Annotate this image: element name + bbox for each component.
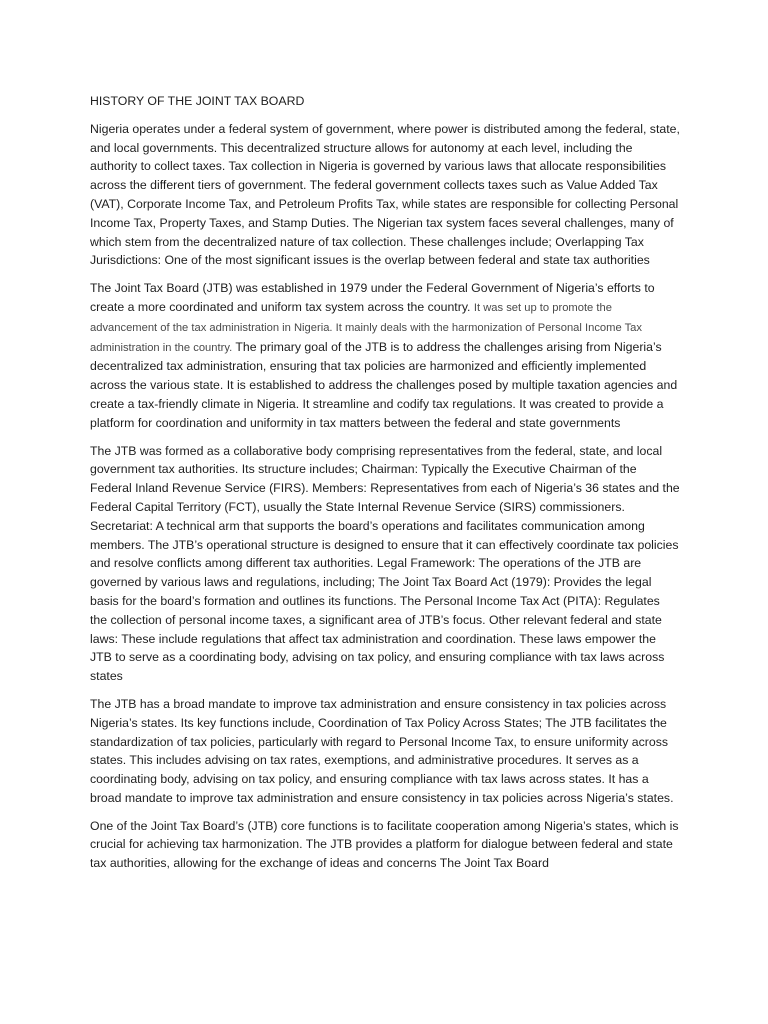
paragraph-federal-system: Nigeria operates under a federal system of government, where power is distributed among the federal, state, and local governments. This decentralized structure allows for autonomy at each level, including the authority to collect taxes. Tax collection in Nigeria is governed by various laws that allocate responsibilities across the different tiers of government. The federal government collects taxes such as Value Added Tax (VAT), Corporate Income Tax, and Petroleum Profits Tax, while states are responsible for collecting Personal Income Tax, Property Taxes, and Stamp Duties. The Nigerian tax system faces several challenges, many of which stem from the decentralized nature of tax collection. These challenges include; Overlapping Tax Jurisdictions: One of the most significant issues is the overlap between federal and state tax authorities (90, 121, 680, 268)
paragraph-jtb-establishment (90, 279, 680, 432)
document-title: HISTORY OF THE JOINT TAX BOARD (90, 94, 305, 108)
paragraph-jtb-cooperation: One of the Joint Tax Board’s (JTB) core functions is to facilitate cooperation among Nigeria’s states, which is crucial for achieving tax harmonization. The JTB provides a platform for dialogue between federal and state tax authorities, allowing for the exchange of ideas and concerns The Joint Tax Board (90, 818, 679, 871)
paragraph-jtb-mandate: The JTB has a broad mandate to improve tax administration and ensure consistency in tax policies across Nigeria’s states. Its key functions include, Coordination of Tax Policy Across States; The JTB facilitates the standardization of tax policies, particularly with regard to Personal Income Tax, to ensure uniformity across states. This includes advising on tax rates, exemptions, and administrative procedures. It serves as a coordinating body, advising on tax policy, and ensuring compliance with tax laws across states. It has a broad mandate to improve tax administration and ensure consistency in tax policies across Nigeria’s states. (90, 696, 674, 805)
document-body (90, 92, 680, 882)
paragraph-jtb-establishment-intro: The Joint Tax Board (JTB) was established in 1979 under the Federal Government of Nigeria’s efforts to create a more coordinated and uniform tax system across the country. (90, 281, 655, 314)
paragraph-jtb-establishment-inserted-text: It was set up to promote the advancement of the tax administration in Nigeria. It mainly deals with the harmonization of Personal Income Tax administration in the country. (90, 301, 642, 354)
paragraph-jtb-establishment-goal: The primary goal of the JTB is to address the challenges arising from Nigeria’s decentralized tax administration, ensuring that tax policies are harmonized and efficiently implemented across the various state. It is established to address the challenges posed by multiple taxation agencies and create a tax-friendly climate in Nigeria. It streamline and codify tax regulations. It was created to provide a platform for coordination and uniformity in tax matters between the federal and state governments (90, 339, 678, 430)
paragraph-jtb-structure: The JTB was formed as a collaborative body comprising representatives from the federal, state, and local government tax authorities. Its structure includes; Chairman: Typically the Executive Chairman of the Federal Inland Revenue Service (FIRS). Members: Representatives from each of Nigeria’s 36 states and the Federal Capital Territory (FCT), usually the State Internal Revenue Service (SIRS) commissioners. Secretariat: A technical arm that supports the board’s operations and facilitates communication among members. The JTB’s operational structure is designed to ensure that it can effectively coordinate tax policies and resolve conflicts among different tax authorities. Legal Framework: The operations of the JTB are governed by various laws and regulations, including; The Joint Tax Board Act (1979): Provides the legal basis for the board’s formation and outlines its functions. The Personal Income Tax Act (PITA): Regulates the collection of personal income taxes, a significant area of JTB’s focus. Other relevant federal and state laws: These include regulations that affect tax administration and coordination. These laws empower the JTB to serve as a coordinating body, advising on tax policy, and ensuring compliance with tax laws across states (90, 443, 680, 684)
